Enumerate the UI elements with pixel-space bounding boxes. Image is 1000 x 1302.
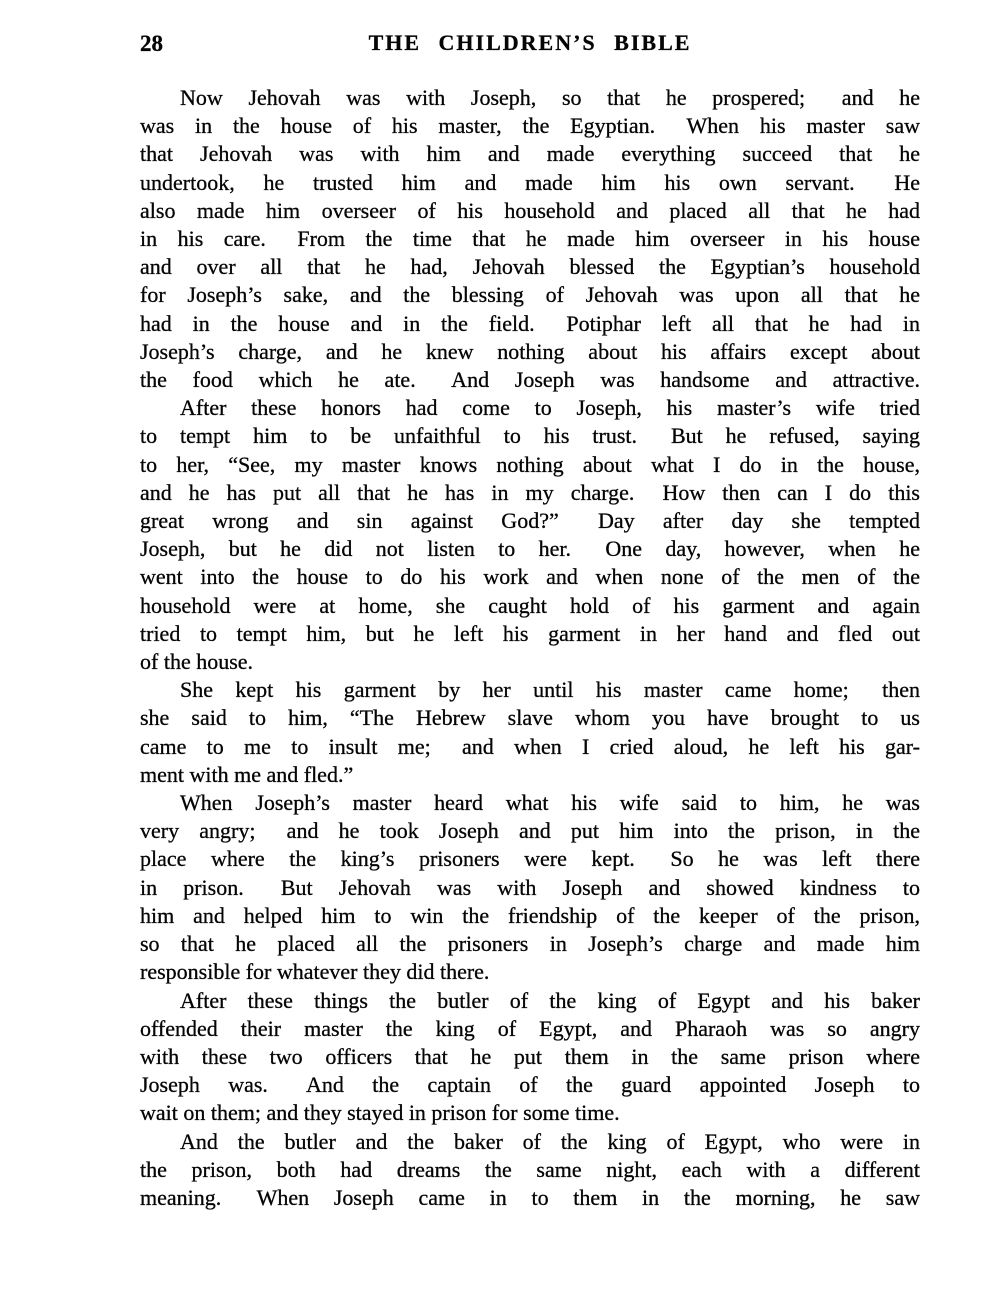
text-line: When Joseph’s master heard what his wife said to him, he was (180, 790, 920, 816)
text-line: Joseph, but he did not listen to her. One day, however, when he (140, 536, 920, 562)
text-line: very angry; and he took Joseph and put him into the prison, in the (140, 818, 920, 844)
text-line: meaning. When Joseph came in to them in the morning, he saw (140, 1184, 920, 1210)
body-text (140, 84, 920, 1212)
text-line: had in the house and in the field. Potiphar left all that he had in (140, 310, 920, 336)
text-line: in his care. From the time that he made him overseer in his house (140, 226, 920, 252)
page-number: 28 (140, 31, 163, 56)
text-line: of the house. (140, 649, 254, 675)
paragraph (140, 987, 920, 1128)
paragraph (140, 84, 920, 394)
text-line: came to me to insult me; and when I cried aloud, he left his gar- (140, 733, 920, 759)
text-line: And the butler and the baker of the king of Egypt, who were in (180, 1128, 920, 1154)
text-line: that Jehovah was with him and made everything succeed that he (140, 141, 920, 167)
text-line: with these two officers that he put them in the same prison where (140, 1043, 920, 1069)
text-line: great wrong and sin against God?” Day after day she tempted (140, 508, 920, 534)
text-line: She kept his garment by her until his master came home; then (180, 677, 920, 703)
text-line: for Joseph’s sake, and the blessing of Jehovah was upon all that he (140, 282, 920, 308)
text-line: to tempt him to be unfaithful to his trust. But he refused, saying (140, 423, 920, 449)
text-line: so that he placed all the prisoners in Joseph’s charge and made him (140, 931, 920, 957)
text-line: was in the house of his master, the Egyptian. When his master saw (140, 113, 920, 139)
paragraph (140, 676, 920, 789)
paragraph (140, 394, 920, 676)
text-line: him and helped him to win the friendship of the keeper of the prison, (140, 902, 920, 928)
text-line: After these honors had come to Joseph, his master’s wife tried (180, 395, 920, 421)
paragraph (140, 789, 920, 986)
text-line: responsible for whatever they did there. (140, 959, 490, 985)
text-line: tried to tempt him, but he left his garment in her hand and fled out (140, 620, 920, 646)
text-line: the prison, both had dreams the same night, each with a different (140, 1156, 920, 1182)
text-line: and over all that he had, Jehovah blessed the Egyptian’s household (140, 254, 920, 280)
text-line: went into the house to do his work and when none of the men of the (140, 564, 920, 590)
text-line: place where the king’s prisoners were kept. So he was left there (140, 846, 920, 872)
text-line: Joseph was. And the captain of the guard appointed Joseph to (140, 1072, 920, 1098)
text-line: ment with me and fled.” (140, 761, 354, 787)
text-line: wait on them; and they stayed in prison for some time. (140, 1100, 620, 1126)
text-line: and he has put all that he has in my charge. How then can I do this (140, 479, 920, 505)
text-line: in prison. But Jehovah was with Joseph and showed kindness to (140, 874, 920, 900)
text-line: After these things the butler of the king of Egypt and his baker (180, 987, 920, 1013)
text-line: to her, “See, my master knows nothing about what I do in the house, (140, 451, 920, 477)
text-line: undertook, he trusted him and made him his own servant. He (140, 169, 920, 195)
running-title: THE CHILDREN’S BIBLE (368, 30, 692, 55)
text-line: offended their master the king of Egypt, and Pharaoh was so angry (140, 1015, 920, 1041)
text-line: also made him overseer of his household and placed all that he had (140, 197, 920, 223)
text-line: she said to him, “The Hebrew slave whom you have brought to us (140, 705, 920, 731)
text-line: the food which he ate. And Joseph was handsome and attractive. (140, 367, 920, 393)
text-line: Joseph’s charge, and he knew nothing about his affairs except about (140, 338, 920, 364)
page-header (140, 30, 920, 60)
text-line: household were at home, she caught hold of his garment and again (140, 592, 920, 618)
text-line: Now Jehovah was with Joseph, so that he prospered; and he (180, 85, 920, 110)
paragraph (140, 1128, 920, 1213)
